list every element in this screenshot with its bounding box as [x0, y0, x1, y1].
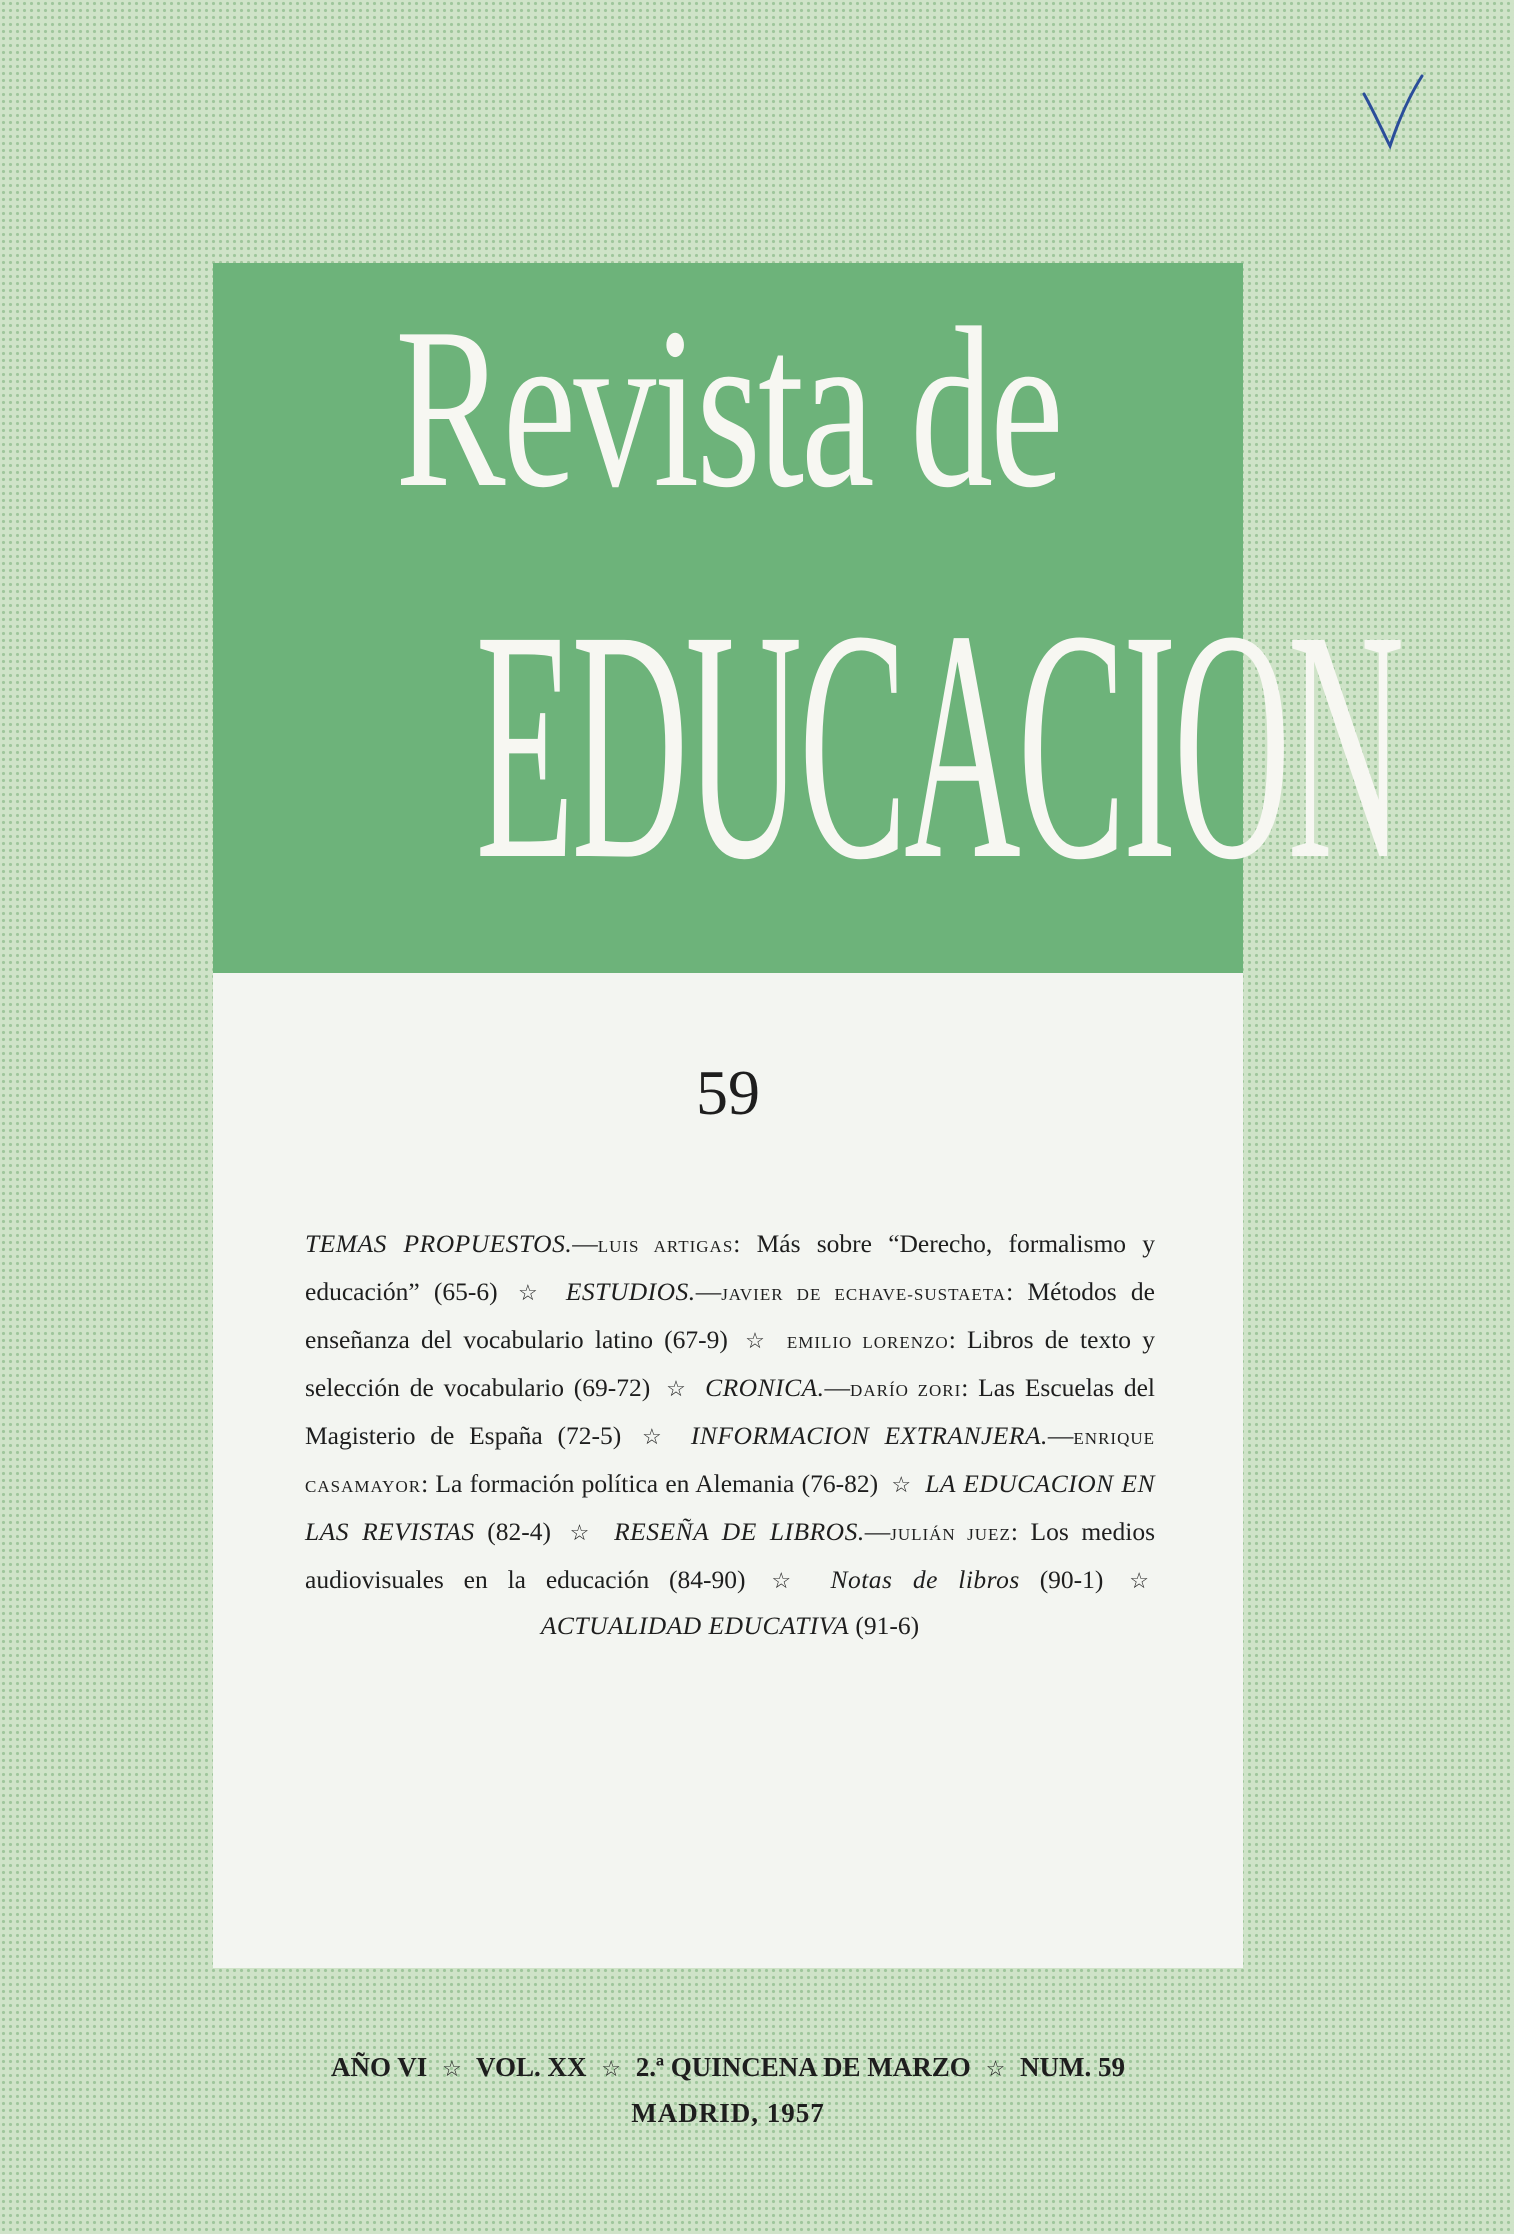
- place-and-date: MADRID, 1957: [631, 2098, 825, 2128]
- contents-entry: RESEÑA DE LIBROS.—JULIÁN JUEZ: Los medios audiovisuales en la educación (84-90): [305, 1517, 1155, 1594]
- table-of-contents: [305, 1221, 1155, 1648]
- section-title: TEMAS PROPUESTOS.: [305, 1229, 573, 1258]
- star-separator-icon: ☆: [771, 1568, 805, 1593]
- section-title: Notas de libros: [830, 1565, 1020, 1594]
- contents-entry: ESTUDIOS.—JAVIER DE ECHAVE-SUSTAETA: Métodos de enseñanza del vocabulario latino (67-9): [305, 1277, 1155, 1354]
- section-title: ESTUDIOS.: [565, 1277, 696, 1306]
- article-title: Libros de texto y selección de vocabulario (69-72): [305, 1325, 1155, 1402]
- author-name: DARÍO ZORI: [850, 1381, 962, 1400]
- cover-panel: [213, 263, 1402, 2128]
- star-separator-icon: ☆: [985, 2056, 1006, 2081]
- star-separator-icon: ☆: [642, 1424, 671, 1449]
- issue-details: [213, 2049, 1243, 2087]
- star-separator-icon: ☆: [569, 1520, 596, 1545]
- title-block: [213, 263, 1402, 973]
- magazine-title-line-2: EDUCACION: [475, 563, 1402, 928]
- star-separator-icon: ☆: [517, 1280, 546, 1305]
- article-title: Más sobre “Derecho, formalismo y educación” (65-6): [305, 1229, 1155, 1306]
- author-name: JULIÁN JUEZ: [890, 1525, 1011, 1544]
- contents-entry: [830, 1565, 1103, 1594]
- section-title: ACTUALIDAD EDUCATIVA: [540, 1611, 850, 1640]
- year-label: AÑO VI: [330, 2052, 428, 2082]
- contents-entry: INFORMACION EXTRANJERA.—ENRIQUE CASAMAYOR: La formación política en Alemania (76-82): [305, 1421, 1156, 1498]
- magazine-title-line-1: Revista de: [395, 280, 1061, 535]
- volume-label: VOL. XX: [475, 2052, 587, 2082]
- contents-entry: [541, 1611, 919, 1640]
- author-name: LUIS ARTIGAS: [597, 1237, 734, 1256]
- number-label: NUM. 59: [1020, 2052, 1126, 2082]
- contents-entry: CRONICA.—DARÍO ZORI: Las Escuelas del Magisterio de España (72-5): [305, 1373, 1156, 1450]
- author-name: EMILIO LORENZO: [786, 1333, 949, 1352]
- contents-entry: EMILIO LORENZO: Libros de texto y selección de vocabulario (69-72): [305, 1325, 1155, 1402]
- fortnight-label: 2.ª QUINCENA DE MARZO: [635, 2052, 971, 2082]
- article-title: Métodos de enseñanza del vocabulario latino (67-9): [305, 1277, 1155, 1354]
- article-title: Las Escuelas del Magisterio de España (72-5): [305, 1373, 1156, 1450]
- author-name: JAVIER DE ECHAVE-SUSTAETA: [721, 1285, 1007, 1304]
- section-title: RESEÑA DE LIBROS.: [614, 1517, 865, 1546]
- star-separator-icon: ☆: [745, 1328, 770, 1353]
- handwritten-check-mark-icon: [1358, 72, 1428, 152]
- star-separator-icon: ☆: [1129, 1568, 1150, 1593]
- section-title: LA EDUCACION EN LAS REVISTAS: [305, 1469, 1155, 1546]
- contents-entry: TEMAS PROPUESTOS.—LUIS ARTIGAS: Más sobre “Derecho, formalismo y educación” (65-6): [305, 1229, 1155, 1306]
- section-title: INFORMACION EXTRANJERA.: [690, 1421, 1048, 1450]
- star-separator-icon: ☆: [666, 1376, 690, 1401]
- page-range: (82-4): [487, 1517, 551, 1546]
- star-separator-icon: ☆: [891, 1472, 912, 1497]
- article-title: La formación política en Alemania (76-82): [435, 1469, 879, 1498]
- section-title: CRONICA.: [705, 1373, 825, 1402]
- author-name: ENRIQUE CASAMAYOR: [305, 1429, 1156, 1496]
- page-range: (91-6): [855, 1611, 920, 1640]
- page-range: (90-1): [1039, 1565, 1104, 1594]
- star-separator-icon: ☆: [601, 2056, 621, 2081]
- issue-number: 59: [696, 1057, 760, 1128]
- star-separator-icon: ☆: [441, 2056, 462, 2081]
- article-title: Los medios audiovisuales en la educación (84-90): [305, 1517, 1155, 1594]
